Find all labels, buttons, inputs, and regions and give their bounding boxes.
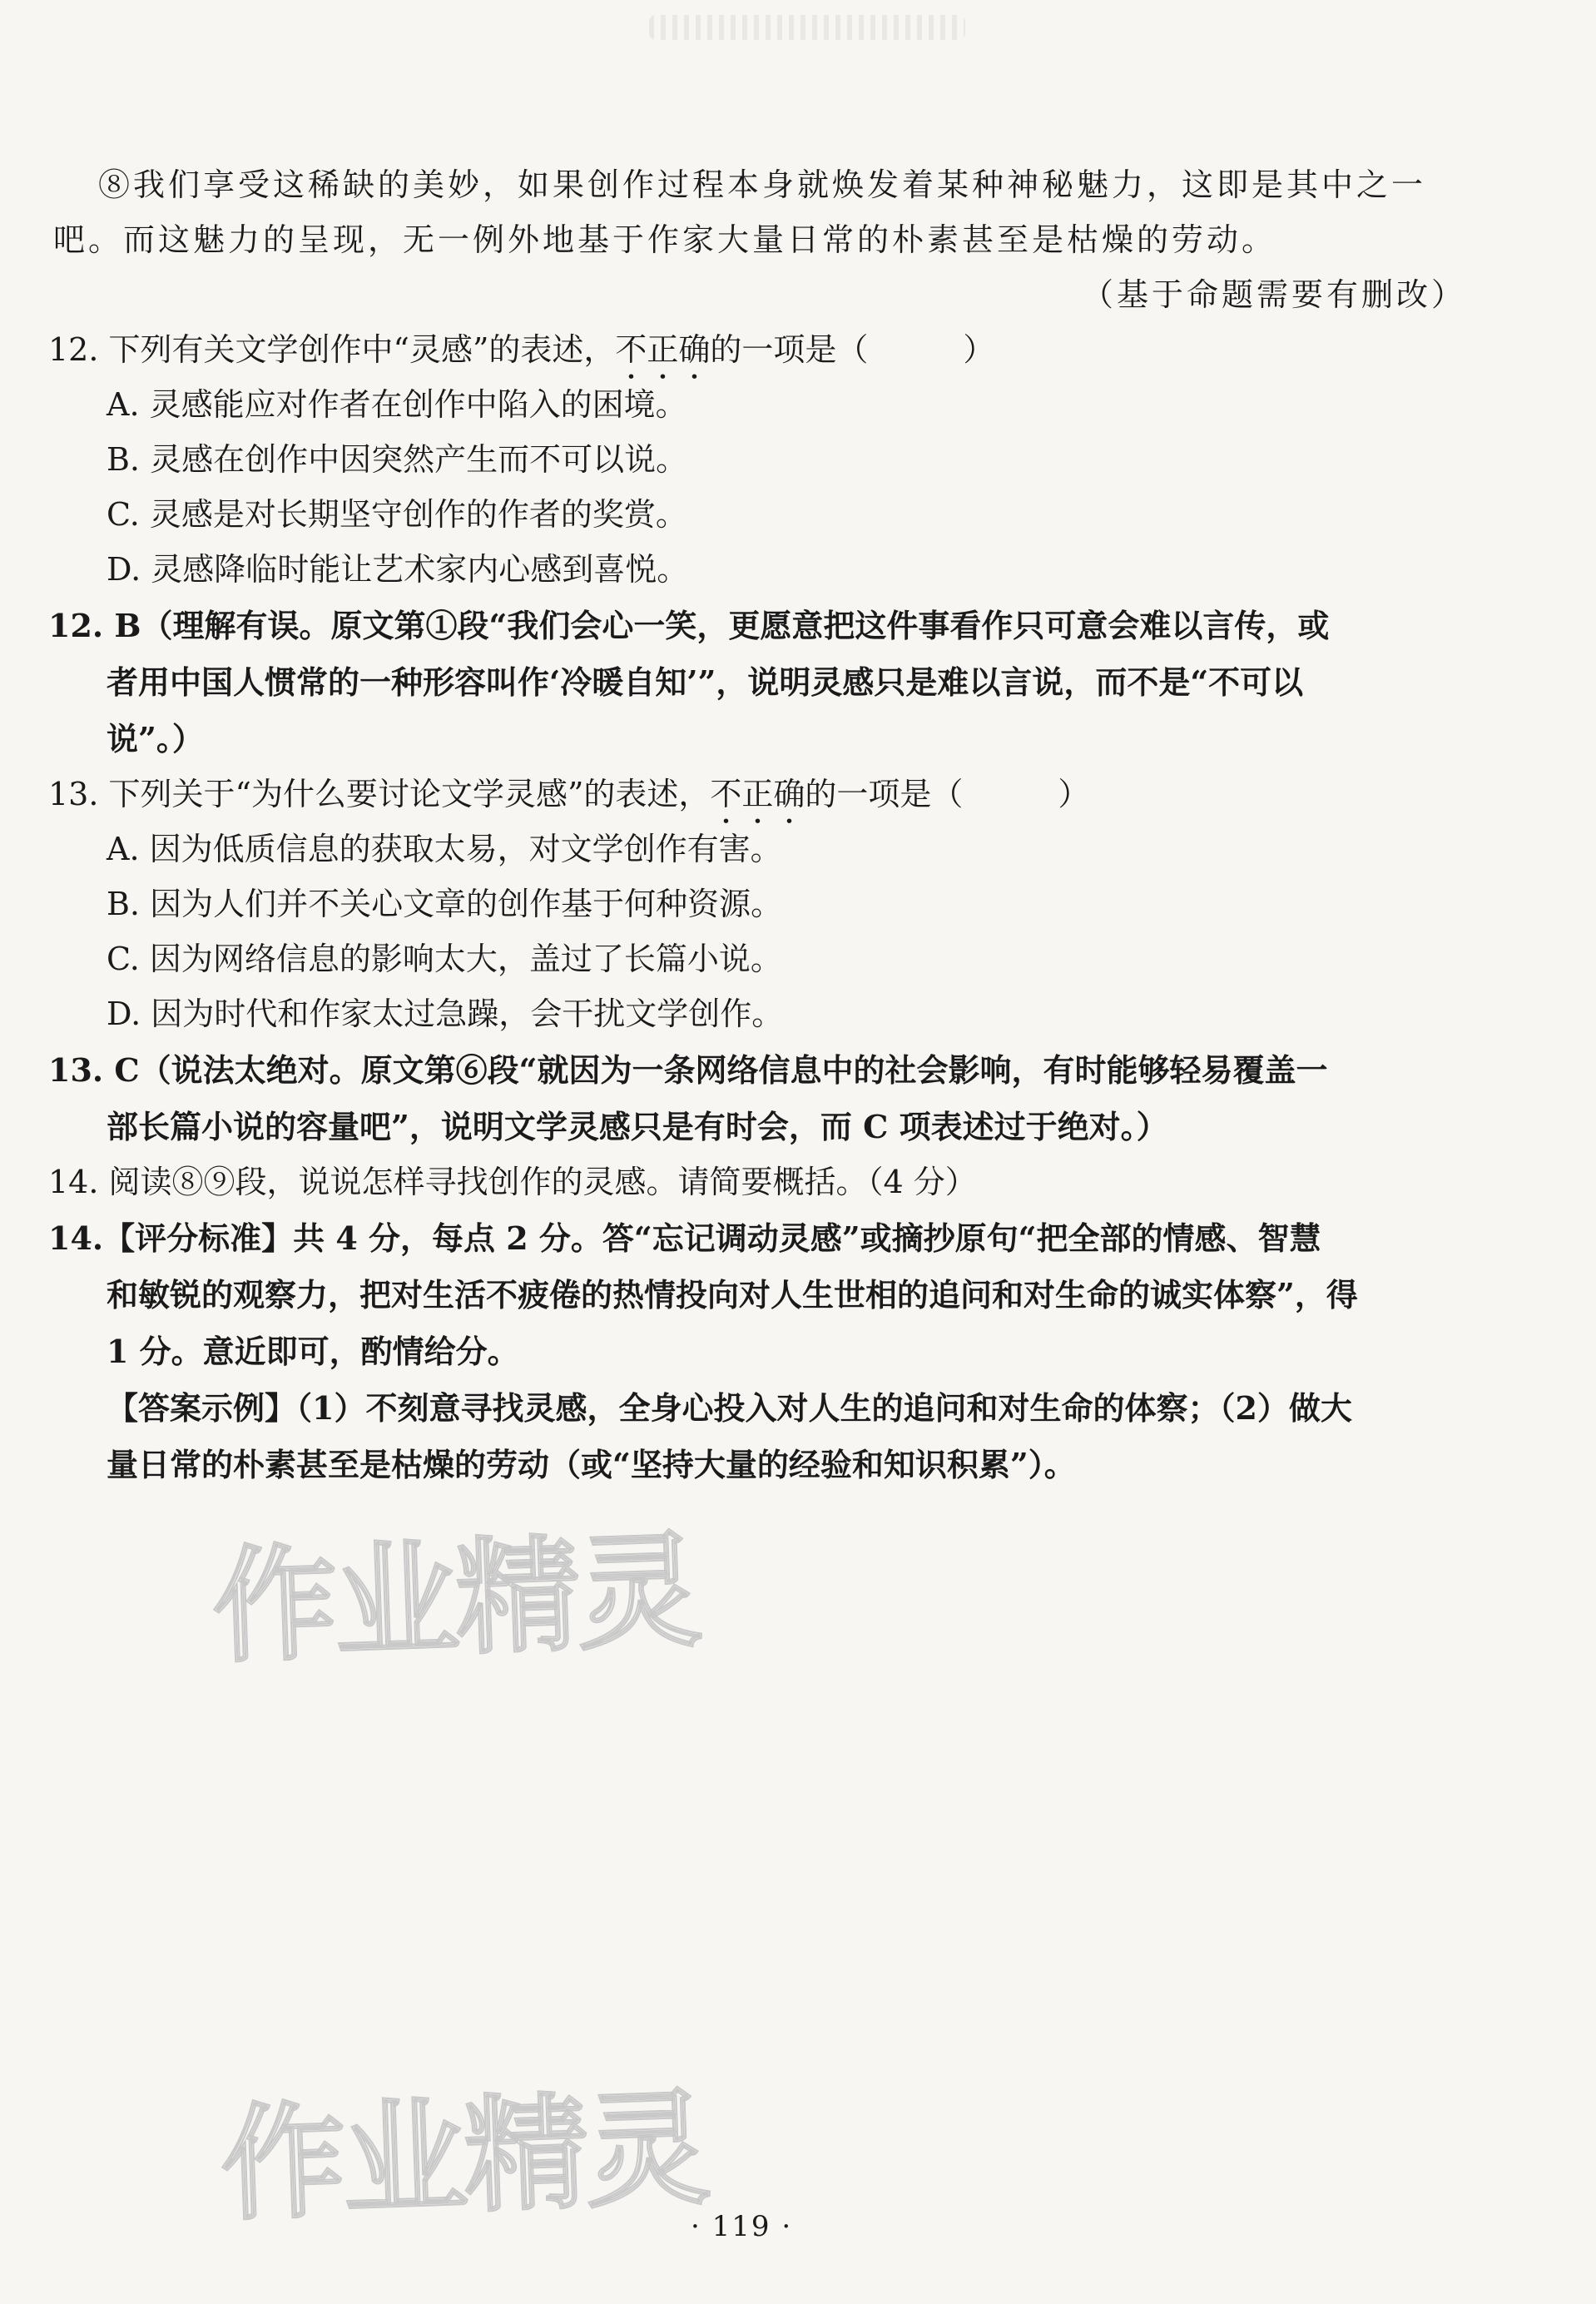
q12-option-b: B. 灵感在创作中因突然产生而不可以说。 — [107, 441, 688, 478]
page-number: · 119 · — [691, 2210, 793, 2243]
q12-option-d: D. 灵感降临时能让艺术家内心感到喜悦。 — [107, 551, 689, 588]
q13-answer-line-2: 部长篇小说的容量吧”，说明文学灵感只是有时会，而 C 项表述过于绝对。） — [107, 1108, 1168, 1145]
q12-answer-line-3: 说”。） — [107, 720, 204, 757]
q13-option-a: A. 因为低质信息的获取太易，对文学创作有害。 — [107, 831, 782, 867]
q13-answer-line-1: 13. C（说法太绝对。原文第⑥段“就因为一条网络信息中的社会影响，有时能够轻易覆盖一 — [48, 1051, 1328, 1089]
passage-line-1: ⑧我们享受这稀缺的美妙，如果创作过程本身就焕发着某种神秘魅力，这即是其中之一 — [98, 166, 1427, 203]
q14-scoring-line-3: 1 分。意近即可，酌情给分。 — [107, 1333, 519, 1370]
q13-option-b: B. 因为人们并不关心文章的创作基于何种资源。 — [107, 886, 783, 922]
q14-example-line-1: 【答案示例】（1）不刻意寻找灵感，全身心投入对人生的追问和对生命的体察；（2）做大 — [107, 1389, 1352, 1427]
q13-option-c: C. 因为网络信息的影响太大，盖过了长篇小说。 — [107, 941, 782, 977]
q14-example-line-2: 量日常的朴素甚至是枯燥的劳动（或“坚持大量的经验和知识积累”）。 — [107, 1446, 1076, 1483]
watermark: 作业精灵 — [218, 2076, 710, 2239]
q12-option-a: A. 灵感能应对作者在创作中陷入的困境。 — [107, 386, 687, 423]
q13-emphasis: 不正确 — [710, 776, 805, 812]
q12-emphasis: 不正确 — [615, 331, 711, 368]
q14-stem: 14. 阅读⑧⑨段，说说怎样寻找创作的灵感。请简要概括。（4 分） — [48, 1164, 977, 1200]
source-note: （基于命题需要有删改） — [1082, 276, 1467, 313]
q13-option-d: D. 因为时代和作家太过急躁，会干扰文学创作。 — [107, 996, 784, 1032]
q12-answer-line-2: 者用中国人惯常的一种形容叫作‘冷暖自知’”，说明灵感只是难以言说，而不是“不可以 — [107, 663, 1304, 701]
q13-stem: 13. 下列关于“为什么要讨论文学灵感”的表述，不正确的一项是（ ） — [48, 776, 1090, 812]
passage-line-2: 吧。而这魅力的呈现，无一例外地基于作家大量日常的朴素甚至是枯燥的劳动。 — [53, 221, 1277, 258]
q12-answer-line-1: 12. B（理解有误。原文第①段“我们会心一笑，更愿意把这件事看作只可意会难以言传，或 — [48, 607, 1330, 644]
q12-stem: 12. 下列有关文学创作中“灵感”的表述，不正确的一项是（ ） — [48, 331, 995, 368]
watermark: 作业精灵 — [210, 1518, 701, 1681]
q12-option-c: C. 灵感是对长期坚守创作的作者的奖赏。 — [107, 496, 687, 533]
q14-scoring-line-2: 和敏锐的观察力，把对生活不疲倦的热情投向对人生世相的追问和对生命的诚实体察”，得 — [107, 1276, 1358, 1313]
q14-scoring-line-1: 14.【评分标准】共 4 分，每点 2 分。答“忘记调动灵感”或摘抄原句“把全部的情感、智慧 — [48, 1219, 1321, 1257]
scan-artifact — [649, 15, 965, 40]
